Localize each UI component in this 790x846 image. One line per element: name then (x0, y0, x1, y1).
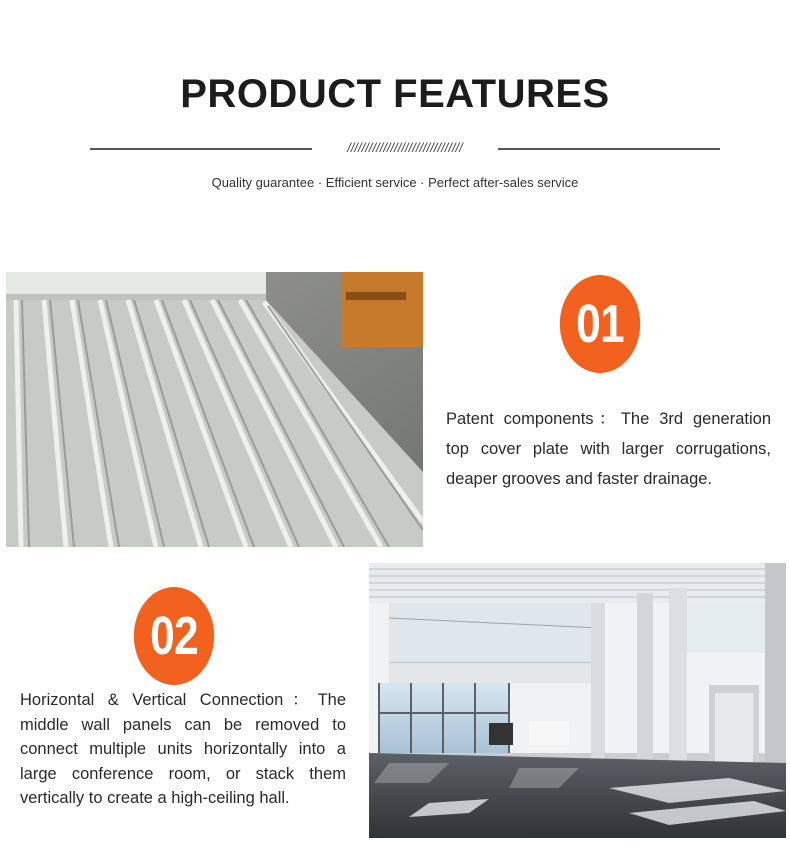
page-title: PRODUCT FEATURES (180, 72, 610, 116)
feature-description-01 (446, 404, 771, 494)
feature-number-badge-02: 02 (134, 587, 214, 685)
divider-slashes: //////////////////////////////// (347, 140, 463, 155)
corrugated-panel-photo (6, 272, 423, 547)
high-ceiling-hall-photo (369, 563, 786, 838)
feature-text-01: The 3rd generation top cover plate with larger corrugations, deaper grooves and faster drainage. (446, 410, 771, 488)
feature-separator-01: ： (593, 410, 621, 428)
feature-label-02: Horizontal & Vertical Connection (20, 691, 284, 709)
page-subtitle: Quality guarantee · Efficient service · Perfect after-sales service (211, 175, 579, 190)
feature-separator-02: ： (283, 691, 318, 709)
title-divider (90, 140, 720, 160)
divider-line-left (90, 148, 312, 150)
feature-description-02 (20, 688, 346, 811)
feature-label-01: Patent components (446, 410, 594, 428)
feature-number-badge-01: 01 (560, 275, 640, 373)
divider-line-right (498, 148, 720, 150)
feature-text-02: The middle wall panels can be removed to connect multiple units horizontally into a large conference room, or stack them vertically to create a high-ceiling hall. (20, 691, 347, 807)
